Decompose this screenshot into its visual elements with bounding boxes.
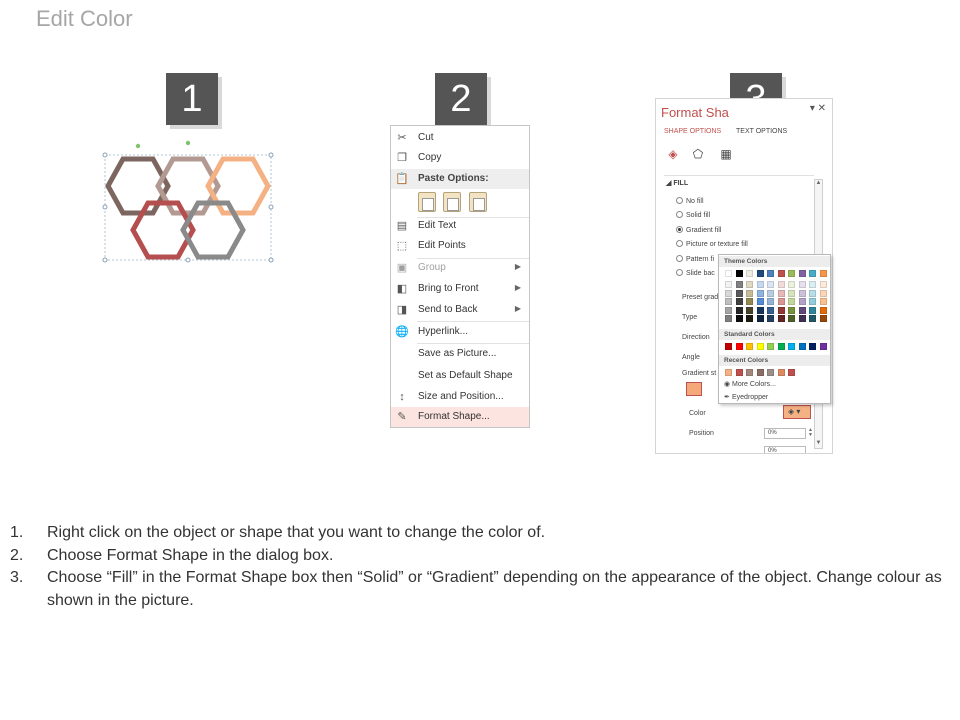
- theme-shade-swatch[interactable]: [736, 315, 743, 322]
- paste-merge-format-icon[interactable]: [443, 192, 461, 212]
- standard-color-swatch[interactable]: [778, 343, 785, 350]
- theme-shade-swatch[interactable]: [788, 307, 795, 314]
- theme-shade-swatch[interactable]: [788, 315, 795, 322]
- radio-icon: [676, 211, 683, 218]
- theme-shade-swatch[interactable]: [757, 281, 764, 288]
- radio-pattern-fill[interactable]: Pattern fi: [676, 255, 714, 263]
- radio-picture-fill[interactable]: Picture or texture fill: [676, 240, 748, 248]
- theme-shade-swatch[interactable]: [746, 298, 753, 305]
- menu-item-edit-points[interactable]: ⬚ Edit Points: [396, 240, 466, 252]
- theme-shade-swatch[interactable]: [746, 315, 753, 322]
- theme-color-swatch[interactable]: [767, 270, 774, 277]
- standard-color-swatch[interactable]: [767, 343, 774, 350]
- theme-shade-swatch[interactable]: [788, 298, 795, 305]
- bring-to-front-icon: ◧: [396, 283, 408, 295]
- submenu-arrow-icon: ▶: [514, 304, 521, 313]
- eyedropper-icon: ✒: [724, 394, 730, 401]
- theme-shade-swatch[interactable]: [820, 298, 827, 305]
- menu-item-format-shape[interactable]: ✎ Format Shape...: [391, 407, 529, 427]
- theme-color-swatch[interactable]: [778, 270, 785, 277]
- effects-pentagon-icon[interactable]: ⬠: [692, 147, 704, 161]
- menu-item-size-and-position[interactable]: ↕ Size and Position...: [391, 387, 529, 407]
- radio-icon: [676, 255, 683, 262]
- more-colors-item[interactable]: ◉ More Colors...: [724, 381, 776, 388]
- theme-shade-swatch[interactable]: [809, 298, 816, 305]
- radio-icon: [676, 197, 683, 204]
- radio-selected-icon: [676, 226, 683, 233]
- theme-shade-swatch[interactable]: [725, 298, 732, 305]
- theme-shade-swatch[interactable]: [746, 290, 753, 297]
- theme-shade-swatch[interactable]: [778, 315, 785, 322]
- group-icon: ▣: [396, 262, 408, 274]
- standard-color-swatch[interactable]: [746, 343, 753, 350]
- theme-shade-swatch[interactable]: [809, 290, 816, 297]
- theme-shade-swatch[interactable]: [820, 290, 827, 297]
- theme-shade-swatch[interactable]: [778, 298, 785, 305]
- paste-picture-icon[interactable]: [469, 192, 487, 212]
- instructions-list: [10, 522, 950, 612]
- label-preset-gradients: Preset grad: [682, 294, 719, 301]
- theme-shade-swatch[interactable]: [725, 315, 732, 322]
- radio-solid-fill[interactable]: Solid fill: [676, 211, 710, 219]
- instruction-item: 3. Choose “Fill” in the Format Shape box then “Solid” or “Gradient” depending on the appearance of the object. Change colour as shown in the picture.: [10, 569, 942, 609]
- step-badge-2: 2: [435, 73, 487, 125]
- submenu-arrow-icon: ▶: [514, 262, 521, 271]
- recent-color-swatch[interactable]: [778, 369, 785, 376]
- pane-title: Format Sha: [661, 105, 729, 120]
- theme-shade-swatch[interactable]: [788, 281, 795, 288]
- menu-item-set-default-shape[interactable]: Set as Default Shape: [418, 370, 513, 381]
- radio-slide-background[interactable]: Slide bac: [676, 269, 715, 277]
- fill-line-icon[interactable]: ◈: [668, 147, 678, 161]
- instruction-item: 1. Right click on the object or shape that you want to change the color of.: [10, 524, 546, 541]
- label-position: Position: [689, 430, 714, 437]
- menu-item-save-as-picture[interactable]: Save as Picture...: [418, 348, 497, 359]
- submenu-arrow-icon: ▶: [514, 283, 521, 292]
- pane-close-icon[interactable]: ▾ ✕: [809, 103, 826, 114]
- theme-color-swatch[interactable]: [725, 270, 732, 277]
- theme-shade-swatch[interactable]: [746, 281, 753, 288]
- theme-shade-swatch[interactable]: [799, 290, 806, 297]
- menu-item-hyperlink[interactable]: 🌐 Hyperlink...: [395, 326, 469, 338]
- theme-shade-swatch[interactable]: [757, 290, 764, 297]
- menu-item-send-to-back[interactable]: ◨ Send to Back ▶: [396, 304, 521, 316]
- scissors-icon: ✂: [397, 132, 407, 144]
- theme-shade-swatch[interactable]: [799, 298, 806, 305]
- theme-shade-swatch[interactable]: [757, 298, 764, 305]
- theme-shade-swatch[interactable]: [757, 315, 764, 322]
- copy-icon: ❐: [397, 152, 407, 164]
- theme-shade-swatch[interactable]: [767, 290, 774, 297]
- theme-color-swatch[interactable]: [799, 270, 806, 277]
- theme-color-swatch[interactable]: [746, 270, 753, 277]
- edit-points-icon: ⬚: [396, 240, 408, 252]
- section-divider: [664, 175, 814, 176]
- recent-color-swatch[interactable]: [725, 369, 732, 376]
- size-position-icon: ↕: [399, 391, 405, 403]
- menu-item-group[interactable]: ▣ Group ▶: [396, 262, 521, 274]
- gradient-stop-handle[interactable]: [686, 382, 702, 396]
- theme-shade-swatch[interactable]: [757, 307, 764, 314]
- theme-shade-swatch[interactable]: [767, 307, 774, 314]
- edit-text-icon: ▤: [396, 220, 408, 232]
- color-dropdown-button[interactable]: [783, 405, 811, 419]
- recent-color-swatch[interactable]: [736, 369, 743, 376]
- hexagon-shape-group[interactable]: [98, 140, 278, 268]
- theme-color-swatch[interactable]: [820, 270, 827, 277]
- recent-color-swatch[interactable]: [767, 369, 774, 376]
- position-spinner-icon[interactable]: ▲ ▼: [808, 427, 813, 438]
- menu-item-edit-text[interactable]: ▤ Edit Text: [396, 220, 457, 232]
- theme-shade-swatch[interactable]: [799, 281, 806, 288]
- standard-color-swatch[interactable]: [736, 343, 743, 350]
- theme-color-swatch[interactable]: [788, 270, 795, 277]
- fill-section-header[interactable]: ◢ FILL: [666, 180, 689, 187]
- theme-shade-swatch[interactable]: [725, 290, 732, 297]
- page-title: Edit Color: [36, 6, 133, 31]
- standard-color-swatch[interactable]: [757, 343, 764, 350]
- theme-shade-swatch[interactable]: [778, 281, 785, 288]
- resize-handle[interactable]: [103, 205, 107, 209]
- theme-shade-swatch[interactable]: [820, 307, 827, 314]
- paste-keep-source-icon[interactable]: [418, 192, 436, 212]
- theme-shade-swatch[interactable]: [736, 298, 743, 305]
- radio-gradient-fill[interactable]: Gradient fill: [676, 226, 721, 234]
- recent-color-swatch[interactable]: [788, 369, 795, 376]
- recent-colors-header: Recent Colors: [719, 355, 830, 366]
- resize-handle[interactable]: [186, 258, 190, 262]
- context-menu: [390, 125, 530, 428]
- label-color: Color: [689, 410, 706, 417]
- standard-color-swatch[interactable]: [725, 343, 732, 350]
- standard-color-swatch[interactable]: [788, 343, 795, 350]
- theme-color-swatch[interactable]: [757, 270, 764, 277]
- selection-box: [105, 155, 271, 260]
- menu-item-copy[interactable]: ❐ Copy: [391, 148, 529, 168]
- label-angle: Angle: [682, 354, 700, 361]
- theme-shade-swatch[interactable]: [820, 315, 827, 322]
- label-type: Type: [682, 314, 698, 321]
- recent-color-swatch[interactable]: [757, 369, 764, 376]
- eyedropper-item[interactable]: ✒ Eyedropper: [724, 394, 769, 401]
- theme-shade-swatch[interactable]: [778, 290, 785, 297]
- instruction-item: 2. Choose Format Shape in the dialog box.: [10, 546, 334, 564]
- radio-no-fill[interactable]: No fill: [676, 197, 704, 205]
- theme-shade-swatch[interactable]: [767, 298, 774, 305]
- standard-color-swatch[interactable]: [799, 343, 806, 350]
- format-shape-icon: ✎: [397, 411, 407, 423]
- theme-shade-swatch[interactable]: [725, 281, 732, 288]
- next-field-input[interactable]: 0%: [764, 446, 806, 454]
- theme-shade-swatch[interactable]: [725, 307, 732, 314]
- tab-shape-options[interactable]: SHAPE OPTIONS: [664, 128, 722, 135]
- theme-shade-swatch[interactable]: [799, 307, 806, 314]
- resize-handle[interactable]: [269, 153, 273, 157]
- theme-color-swatch[interactable]: [809, 270, 816, 277]
- paint-bucket-icon: ◈ ▾: [788, 407, 801, 416]
- rotate-handle[interactable]: [186, 141, 190, 145]
- theme-shade-swatch[interactable]: [799, 315, 806, 322]
- menu-item-bring-to-front[interactable]: ◧ Bring to Front ▶: [396, 283, 521, 295]
- menu-item-cut[interactable]: ✂ Cut: [391, 128, 529, 148]
- theme-shade-swatch[interactable]: [746, 307, 753, 314]
- clipboard-icon: 📋: [395, 173, 409, 185]
- label-direction: Direction: [682, 334, 710, 341]
- theme-shade-swatch[interactable]: [788, 290, 795, 297]
- theme-shade-swatch[interactable]: [736, 307, 743, 314]
- theme-shade-swatch[interactable]: [767, 281, 774, 288]
- color-wheel-icon: ◉: [724, 381, 731, 388]
- position-input[interactable]: 0%: [764, 428, 806, 439]
- resize-handle[interactable]: [103, 153, 107, 157]
- resize-handle[interactable]: [269, 205, 273, 209]
- theme-shade-swatch[interactable]: [736, 281, 743, 288]
- theme-colors-header: Theme Colors: [719, 256, 830, 267]
- theme-shade-swatch[interactable]: [809, 315, 816, 322]
- send-to-back-icon: ◨: [396, 304, 408, 316]
- standard-colors-header: Standard Colors: [719, 329, 830, 340]
- color-picker-popup: [718, 254, 831, 404]
- theme-shade-swatch[interactable]: [778, 307, 785, 314]
- step-badge-1: 1: [166, 73, 218, 125]
- radio-icon: [676, 240, 683, 247]
- scroll-down-icon[interactable]: ▼: [815, 440, 822, 446]
- resize-handle[interactable]: [103, 258, 107, 262]
- standard-color-swatch[interactable]: [809, 343, 816, 350]
- standard-color-swatch[interactable]: [820, 343, 827, 350]
- tab-text-options[interactable]: TEXT OPTIONS: [736, 128, 788, 135]
- resize-handle[interactable]: [269, 258, 273, 262]
- theme-shade-swatch[interactable]: [767, 315, 774, 322]
- theme-shade-swatch[interactable]: [736, 290, 743, 297]
- scroll-up-icon[interactable]: ▲: [815, 180, 822, 186]
- menu-header-paste-options: 📋 Paste Options:: [391, 169, 529, 189]
- radio-icon: [676, 269, 683, 276]
- theme-shade-swatch[interactable]: [820, 281, 827, 288]
- theme-shade-swatch[interactable]: [809, 281, 816, 288]
- theme-shade-swatch[interactable]: [809, 307, 816, 314]
- globe-link-icon: 🌐: [395, 326, 409, 338]
- size-properties-icon[interactable]: ▦: [720, 147, 732, 161]
- theme-color-swatch[interactable]: [736, 270, 743, 277]
- label-gradient-stops: Gradient st: [682, 370, 717, 377]
- recent-color-swatch[interactable]: [746, 369, 753, 376]
- rotate-handle[interactable]: [136, 144, 140, 148]
